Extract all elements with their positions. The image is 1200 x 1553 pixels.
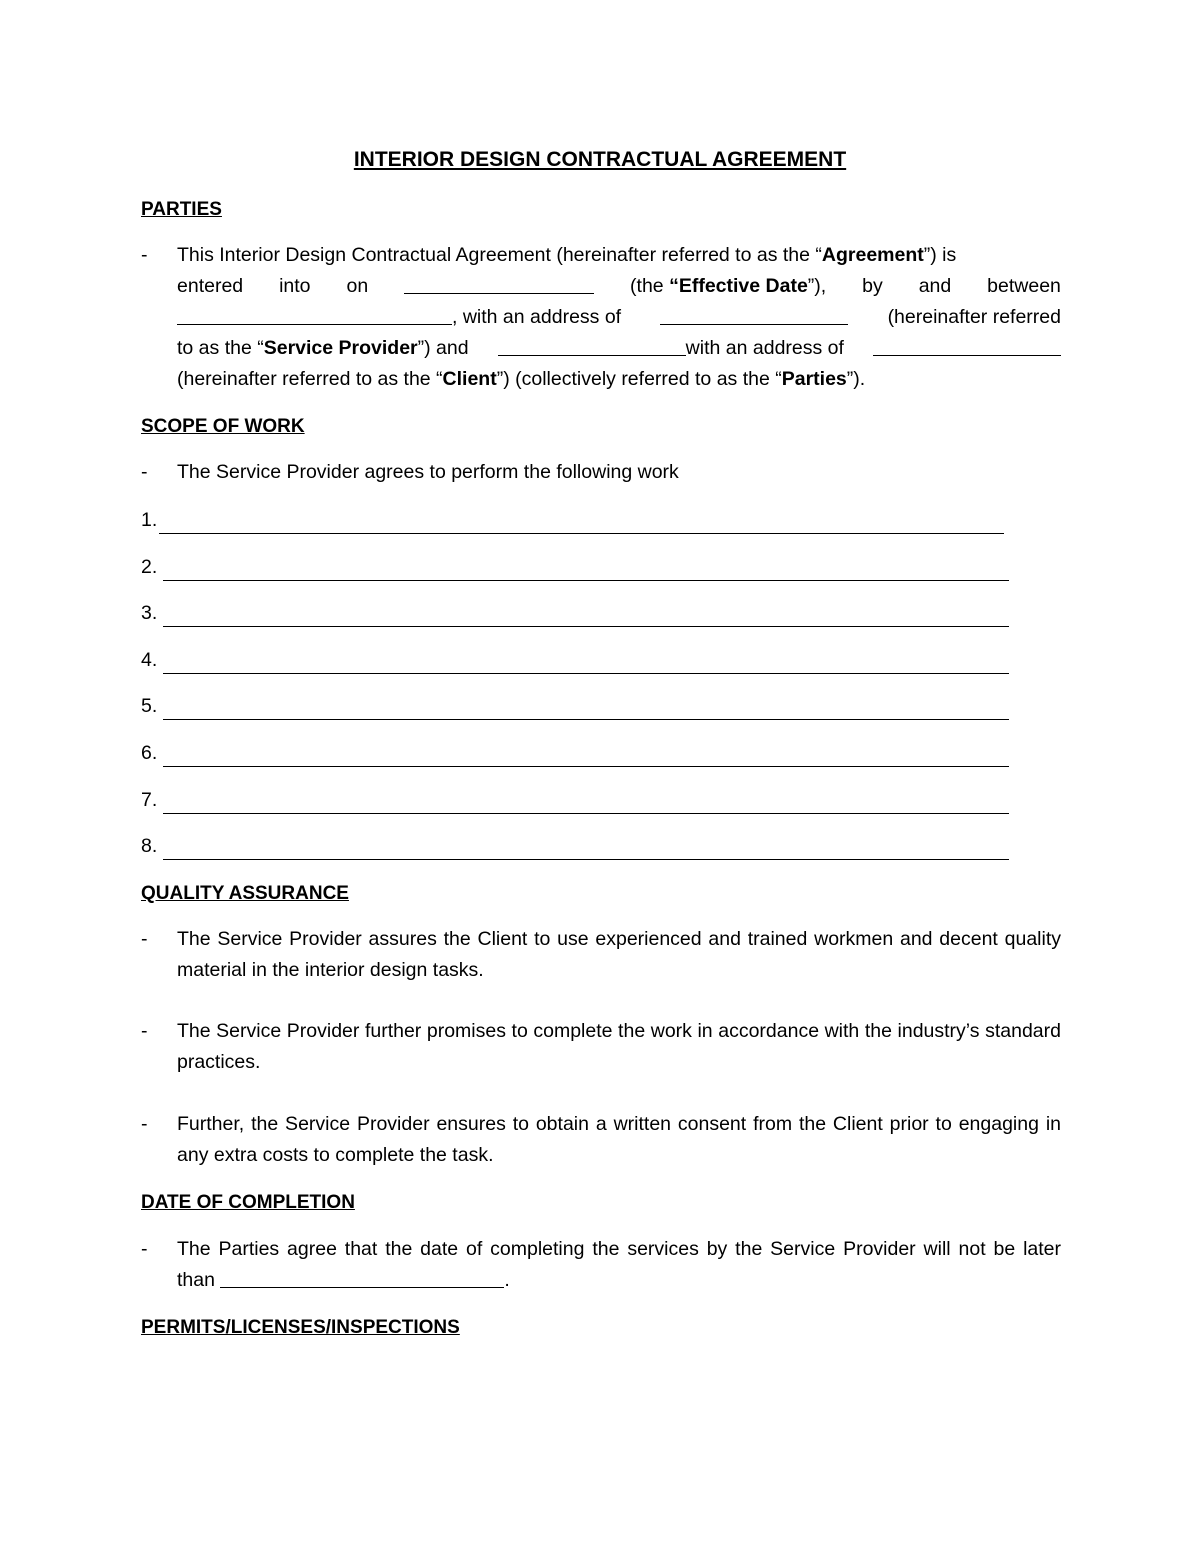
parties-paragraph [141,240,1061,395]
scope-item-blank[interactable] [163,606,1009,627]
completion-bullet: - The Parties agree that the date of completing the services by the Service Provider will not be later than . [141,1234,1061,1296]
completion-date-blank[interactable] [220,1268,504,1289]
parties-line-5: (hereinafter referred to as the “Client”) (collectively referred to as the “Parties”). [177,368,866,390]
service-provider-name-blank[interactable] [177,305,452,326]
heading-parties: PARTIES [141,199,222,220]
bullet-dash: - [141,461,148,483]
scope-item-2: 2. [141,553,1009,581]
scope-item-blank[interactable] [163,793,1009,814]
bullet-dash: - [141,928,148,950]
scope-item-1: 1. [141,506,1004,534]
document-title: INTERIOR DESIGN CONTRACTUAL AGREEMENT [353,148,847,171]
quality-bullet-1: - The Service Provider assures the Client to use experienced and trained workmen and decent quality material in the interior design tasks. [141,924,1061,986]
scope-item-6: 6. [141,739,1009,767]
client-name-blank[interactable] [498,336,686,357]
scope-item-7: 7. [141,786,1009,814]
effective-date-blank[interactable] [404,273,594,294]
bullet-dash: - [141,1113,148,1135]
heading-scope-of-work: SCOPE OF WORK [141,416,305,437]
quality-bullet-3: - Further, the Service Provider ensures to obtain a written consent from the Client prior to engaging in any extra costs to complete the task. [141,1109,1061,1171]
scope-paragraph [141,457,1061,488]
parties-line-2: entered into on (the “Effective Date”), by and between [177,275,1061,297]
heading-quality-assurance: QUALITY ASSURANCE [141,883,349,904]
parties-line-1: This Interior Design Contractual Agreement (hereinafter referred to as the “Agreement”) is [177,244,957,266]
scope-item-blank[interactable] [163,839,1009,860]
parties-line-4: to as the “Service Provider”) and with an address of [177,333,1061,364]
bullet-dash: - [141,244,148,266]
client-address-blank[interactable] [873,335,1061,356]
scope-item-blank[interactable] [163,746,1009,767]
scope-item-8: 8. [141,832,1009,860]
scope-item-blank[interactable] [163,560,1009,581]
scope-item-3: 3. [141,599,1009,627]
heading-date-of-completion: DATE OF COMPLETION [141,1192,355,1213]
scope-item-blank[interactable] [163,653,1009,674]
parties-line-3: , with an address of (hereinafter referred [177,302,1061,333]
scope-text: The Service Provider agrees to perform the following work [177,461,679,483]
service-provider-address-blank[interactable] [660,304,848,325]
parties-text [177,240,1061,395]
quality-bullet-2: - The Service Provider further promises to complete the work in accordance with the industry’s standard practices. [141,1016,1061,1078]
heading-permits-licenses-inspections: PERMITS/LICENSES/INSPECTIONS [141,1317,460,1338]
bullet-dash: - [141,1238,148,1260]
scope-item-blank[interactable] [163,699,1009,720]
scope-item-5: 5. [141,692,1009,720]
scope-item-4: 4. [141,646,1009,674]
bullet-dash: - [141,1020,148,1042]
scope-item-blank[interactable] [159,513,1004,534]
